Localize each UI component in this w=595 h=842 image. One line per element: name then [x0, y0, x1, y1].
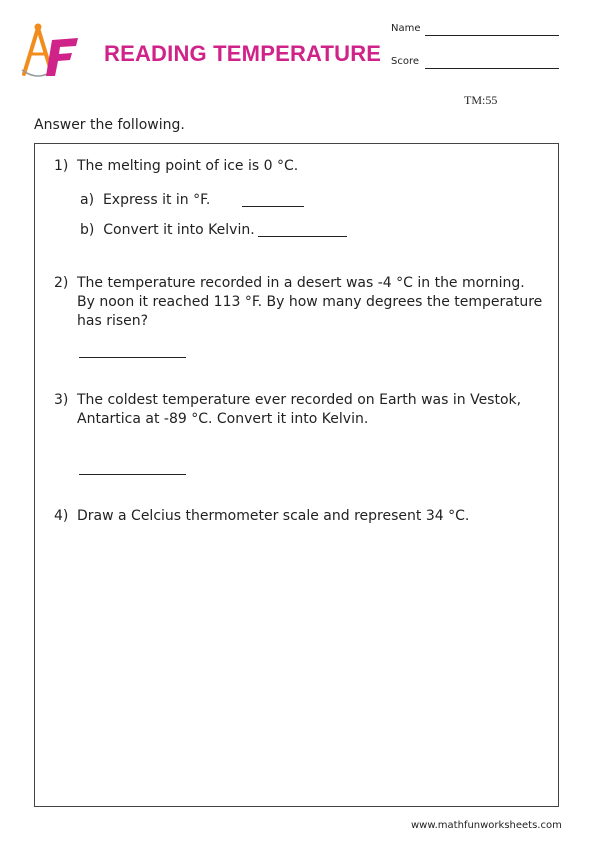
answer-blank-1a[interactable]	[242, 206, 304, 207]
questions-box	[34, 143, 559, 807]
question-text: has risen?	[77, 313, 149, 329]
part-label: b)	[80, 222, 95, 238]
footer-url: www.mathfunworksheets.com	[411, 820, 562, 831]
part-text: Convert it into Kelvin.	[103, 222, 255, 238]
answer-blank-3[interactable]	[79, 474, 186, 475]
answer-blank-1b[interactable]	[258, 236, 347, 237]
question-text: The temperature recorded in a desert was -4 °C in the morning.	[77, 275, 525, 291]
compass-logo-icon	[18, 20, 82, 80]
question-text: The coldest temperature ever recorded on Earth was in Vestok,	[77, 392, 522, 408]
worksheet-code: TM:55	[464, 93, 498, 107]
question-number: 1)	[54, 158, 69, 174]
name-field[interactable]	[425, 35, 559, 36]
question-text: The melting point of ice is 0 °C.	[77, 158, 299, 174]
score-field[interactable]	[425, 68, 559, 69]
question-1b	[80, 220, 255, 240]
question-text: Antartica at -89 °C. Convert it into Kelvin.	[77, 411, 369, 427]
worksheet-title: READING TEMPERATURE	[104, 41, 382, 66]
question-number: 2)	[54, 275, 69, 291]
question-number: 4)	[54, 508, 69, 524]
question-text: Draw a Celcius thermometer scale and represent 34 °C.	[77, 508, 470, 524]
score-label: Score	[391, 56, 420, 67]
instructions: Answer the following.	[34, 117, 185, 133]
name-label: Name	[391, 23, 421, 34]
part-text: Express it in °F.	[102, 192, 211, 208]
part-label: a)	[80, 192, 95, 208]
question-1a	[80, 190, 210, 210]
question-text: By noon it reached 113 °F. By how many degrees the temperature	[77, 294, 543, 310]
question-number: 3)	[54, 392, 69, 408]
answer-blank-2[interactable]	[79, 357, 186, 358]
